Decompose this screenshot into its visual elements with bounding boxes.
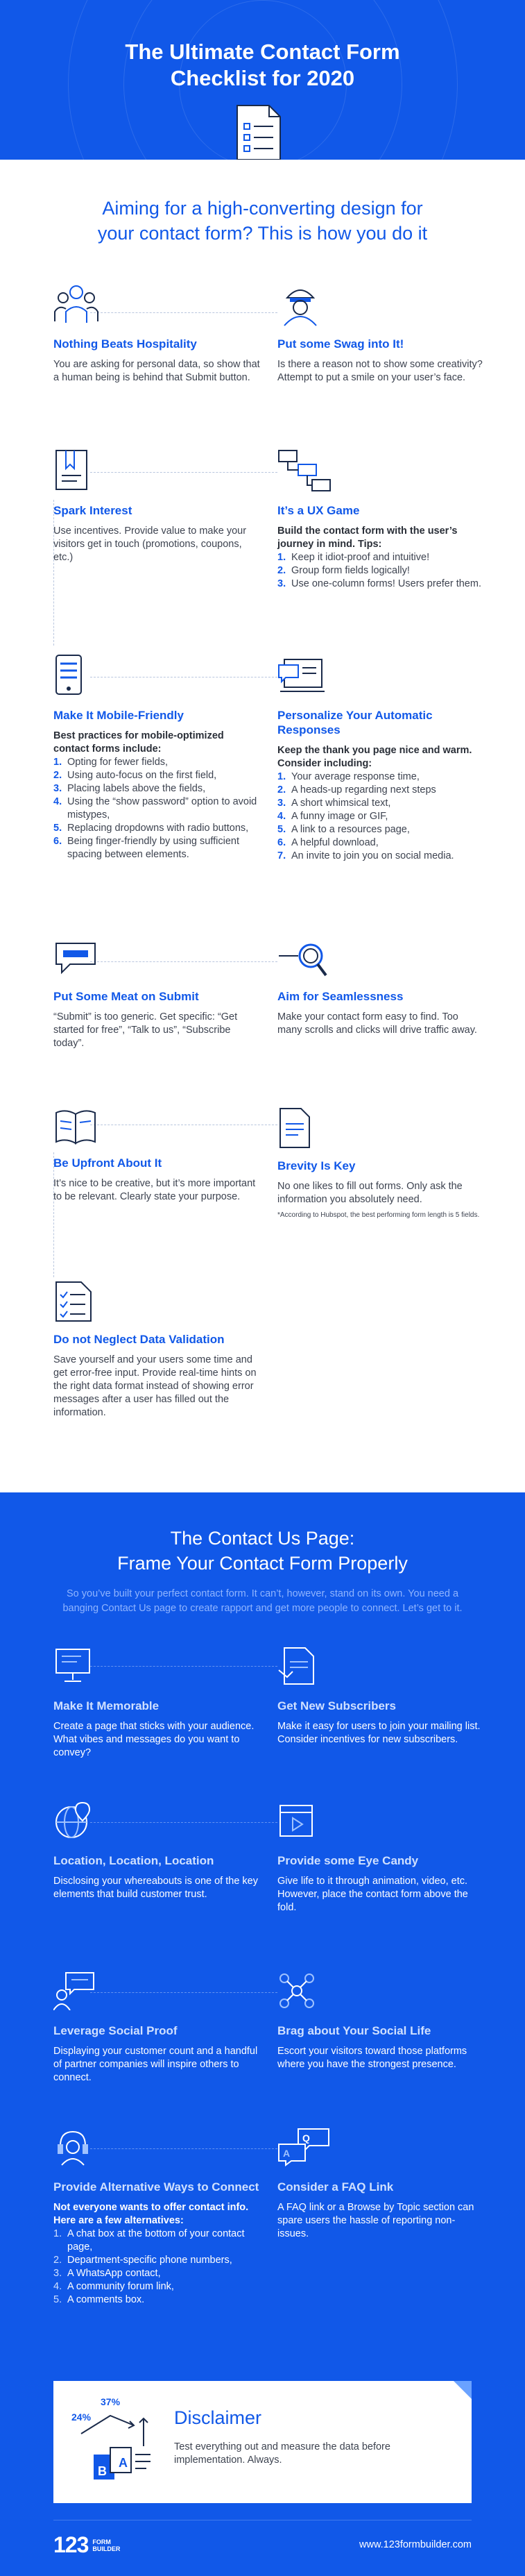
item-text: Make your contact form easy to find. Too many scrolls and clicks will drive traffic away. xyxy=(277,1011,477,1036)
headset-icon xyxy=(53,2128,92,2166)
contact-item xyxy=(53,1801,261,1901)
contact-item xyxy=(53,1971,261,2085)
contact-heading-line2: Frame Your Contact Form Properly xyxy=(117,1553,408,1574)
list-item: 4. A funny image or GIF, xyxy=(277,811,388,822)
list-item: 1. Keep it idiot-proof and intuitive! xyxy=(277,552,430,563)
contact-item-title: Make It Memorable xyxy=(53,1699,160,1712)
checklist-item xyxy=(53,1281,261,1420)
contact-item-title: Brag about Your Social Life xyxy=(277,2024,431,2037)
checklist-item xyxy=(53,941,261,1050)
item-title: Put Some Meat on Submit xyxy=(53,990,199,1003)
stat-37: 37% xyxy=(101,2396,121,2407)
list-item: 2. Using auto-focus on the first field, xyxy=(53,770,217,781)
contact-item-title: Leverage Social Proof xyxy=(53,2024,178,2037)
list-item: 3. A WhatsApp contact, xyxy=(53,2268,161,2279)
svg-text:A: A xyxy=(283,2148,291,2159)
short-doc-icon xyxy=(277,1107,312,1149)
list-item: 5. A comments box. xyxy=(53,2294,145,2305)
item-text: Save yourself and your users some time and get error-free input. Provide real-time hints on the right data format instead of showing error messages after a user has filled out the information. xyxy=(53,1354,257,1418)
contact-item-text: Create a page that sticks with your audience. What vibes and messages do you want to convey? xyxy=(53,1721,255,1758)
checklist-item xyxy=(277,1107,485,1220)
brand-logo[interactable] xyxy=(53,2532,120,2558)
contact-item-title: Get New Subscribers xyxy=(277,1699,397,1712)
monitor-icon xyxy=(53,1647,92,1685)
item-text: “Submit” is too generic. Get specific: “Get started for free”, “Talk to us”, “Subscribe today”. xyxy=(53,1011,238,1049)
logo-line1: FORM xyxy=(92,2538,111,2545)
list-item: 4. Using the “show password” option to avoid mistypes, xyxy=(53,796,257,820)
item-lead: Keep the thank you page nice and warm. Consider including: xyxy=(277,745,472,769)
logo-text xyxy=(92,2539,120,2552)
list-item: 3. A short whimsical text, xyxy=(277,798,391,809)
swag-person-icon xyxy=(277,281,323,327)
item-text: Use incentives. Provide value to make your visitors get in touch (promotions, coupons, etc.) xyxy=(53,525,247,563)
intro-line1: Aiming for a high-converting design for xyxy=(102,198,423,219)
contact-item-title: Consider a FAQ Link xyxy=(277,2180,394,2194)
item-list xyxy=(53,756,261,861)
list-item: 1. Opting for fewer fields, xyxy=(53,757,169,768)
contact-item-text: Make it easy for users to join your mailing list. Consider incentives for new subscribers. xyxy=(277,1721,481,1745)
header-banner xyxy=(0,0,525,160)
list-item: 1. A chat box at the bottom of your contact page, xyxy=(53,2228,245,2253)
list-item: 2. Department-specific phone numbers, xyxy=(53,2255,232,2266)
newsletter-icon xyxy=(277,1647,319,1685)
contact-item-text: Disclosing your whereabouts is one of the key elements that build customer trust. xyxy=(53,1876,258,1900)
magnifier-icon xyxy=(277,941,330,979)
contact-item xyxy=(53,1647,261,1760)
disclaimer-card xyxy=(53,2381,472,2503)
contact-item xyxy=(277,1647,485,1746)
item-title: Make It Mobile-Friendly xyxy=(53,709,184,722)
contact-item xyxy=(277,1971,485,2071)
submit-chat-icon xyxy=(53,941,99,979)
checklist-item xyxy=(53,448,261,564)
item-text: You are asking for personal data, so show that a human being is behind that Submit button. xyxy=(53,359,260,383)
item-text: No one likes to fill out forms. Only ask the information you absolutely need. xyxy=(277,1181,463,1205)
list-item: 7. An invite to join you on social media. xyxy=(277,850,454,861)
page-title xyxy=(0,39,525,92)
media-screen-icon xyxy=(277,1801,316,1840)
item-title: Be Upfront About It xyxy=(53,1156,162,1170)
open-book-icon xyxy=(53,1107,99,1146)
card-corner xyxy=(454,2381,472,2399)
contact-item-title: Provide some Eye Candy xyxy=(277,1854,419,1867)
item-title: Put some Swag into It! xyxy=(277,337,404,351)
list-item: 2. A heads-up regarding next steps xyxy=(277,784,436,795)
item-title: Brevity Is Key xyxy=(277,1159,356,1172)
contact-item-text: Escort your visitors toward those platforms where you have the strongest presence. xyxy=(277,2046,467,2070)
disclaimer-text: Test everything out and measure the data before implementation. Always. xyxy=(174,2441,390,2466)
list-item: 6. Being finger-friendly by using sufficient spacing between elements. xyxy=(53,836,239,860)
contact-item xyxy=(277,2128,485,2241)
item-lead: Build the contact form with the user’s journey in mind. Tips: xyxy=(277,525,458,550)
contact-item-text: A FAQ link or a Browse by Topic section can spare users the hassle of reporting non-issues. xyxy=(277,2202,474,2239)
contact-item-list xyxy=(53,2228,261,2307)
list-item: 3. Placing labels above the fields, xyxy=(53,783,206,794)
network-icon xyxy=(277,1971,316,2010)
intro-line2: your contact form? This is how you do it xyxy=(97,223,428,244)
item-lead: Best practices for mobile-optimized contact forms include: xyxy=(53,730,224,755)
faq-icon xyxy=(277,2128,330,2166)
users-icon xyxy=(53,281,99,327)
item-title: Do not Neglect Data Validation xyxy=(53,1333,225,1346)
item-title: It’s a UX Game xyxy=(277,504,360,517)
checklist-doc-icon xyxy=(53,1281,95,1322)
page-title-line1: The Ultimate Contact Form xyxy=(125,40,400,64)
variant-a-label: A xyxy=(119,2456,128,2470)
item-note: *According to Hubspot, the best performing form length is 5 fields. xyxy=(277,1211,480,1219)
checklist-item xyxy=(53,653,261,861)
checklist-item xyxy=(277,941,485,1037)
contact-item-text: Displaying your customer count and a handful of partner companies will inspire others to connect. xyxy=(53,2046,258,2083)
checklist-item xyxy=(277,281,485,385)
item-text: Is there a reason not to show some creativity? Attempt to put a smile on your user’s face. xyxy=(277,359,483,383)
checklist-item xyxy=(277,653,485,863)
list-item: 5. A link to a resources page, xyxy=(277,824,410,835)
flow-icon xyxy=(277,448,333,494)
item-title: Spark Interest xyxy=(53,504,132,517)
contact-item-text: Give life to it through animation, video, etc. However, place the contact form above the fold. xyxy=(277,1876,468,1913)
contact-item xyxy=(277,1801,485,1914)
item-list xyxy=(277,771,485,863)
globe-pin-icon xyxy=(53,1801,92,1840)
list-item: 1. Your average response time, xyxy=(277,771,420,782)
testimonial-icon xyxy=(53,1971,95,2010)
contact-item-title: Provide Alternative Ways to Connect xyxy=(53,2180,259,2194)
item-list xyxy=(277,551,485,591)
logo-number: 123 xyxy=(53,2532,89,2557)
contact-item xyxy=(53,2128,261,2307)
logo-line2: BUILDER xyxy=(92,2545,121,2552)
website-link[interactable]: www.123formbuilder.com xyxy=(359,2539,472,2550)
variant-b-label: B xyxy=(98,2464,107,2478)
page-title-line2: Checklist for 2020 xyxy=(170,66,355,90)
contact-heading-line1: The Contact Us Page: xyxy=(170,1528,355,1549)
message-screen-icon xyxy=(277,653,326,698)
bookmark-doc-icon xyxy=(53,448,92,494)
item-title: Aim for Seamlessness xyxy=(277,990,404,1003)
list-item: 3. Use one-column forms! Users prefer them. xyxy=(277,578,481,589)
contact-heading xyxy=(0,1526,525,1576)
list-item: 2. Group form fields logically! xyxy=(277,565,410,576)
list-item: 5. Replacing dropdowns with radio buttons, xyxy=(53,823,249,834)
stat-24: 24% xyxy=(71,2411,92,2423)
item-title: Nothing Beats Hospitality xyxy=(53,337,197,351)
item-text: It’s nice to be creative, but it’s more important to be relevant. Clearly state your purpose. xyxy=(53,1178,256,1202)
list-item: 4. A community forum link, xyxy=(53,2281,174,2292)
disclaimer-title: Disclaimer xyxy=(174,2407,262,2428)
contact-item-title: Location, Location, Location xyxy=(53,1854,214,1867)
contact-item-lead: Not everyone wants to offer contact info. Here are a few alternatives: xyxy=(53,2202,249,2226)
list-item: 6. A helpful download, xyxy=(277,837,379,848)
item-title: Personalize Your Automatic Responses xyxy=(277,709,433,736)
intro-heading xyxy=(55,196,470,246)
mobile-icon xyxy=(53,653,85,698)
checklist-item xyxy=(277,448,485,591)
checklist-item xyxy=(53,1107,261,1204)
contact-subtitle: So you’ve built your perfect contact form. It can’t, however, stand on its own. You need a banging Contact Us page to create rapport and get more people to connect. Let’s get to it. xyxy=(62,1588,463,1614)
checklist-doc-icon xyxy=(230,104,286,160)
checklist-item xyxy=(53,281,261,385)
svg-text:Q: Q xyxy=(302,2132,310,2144)
